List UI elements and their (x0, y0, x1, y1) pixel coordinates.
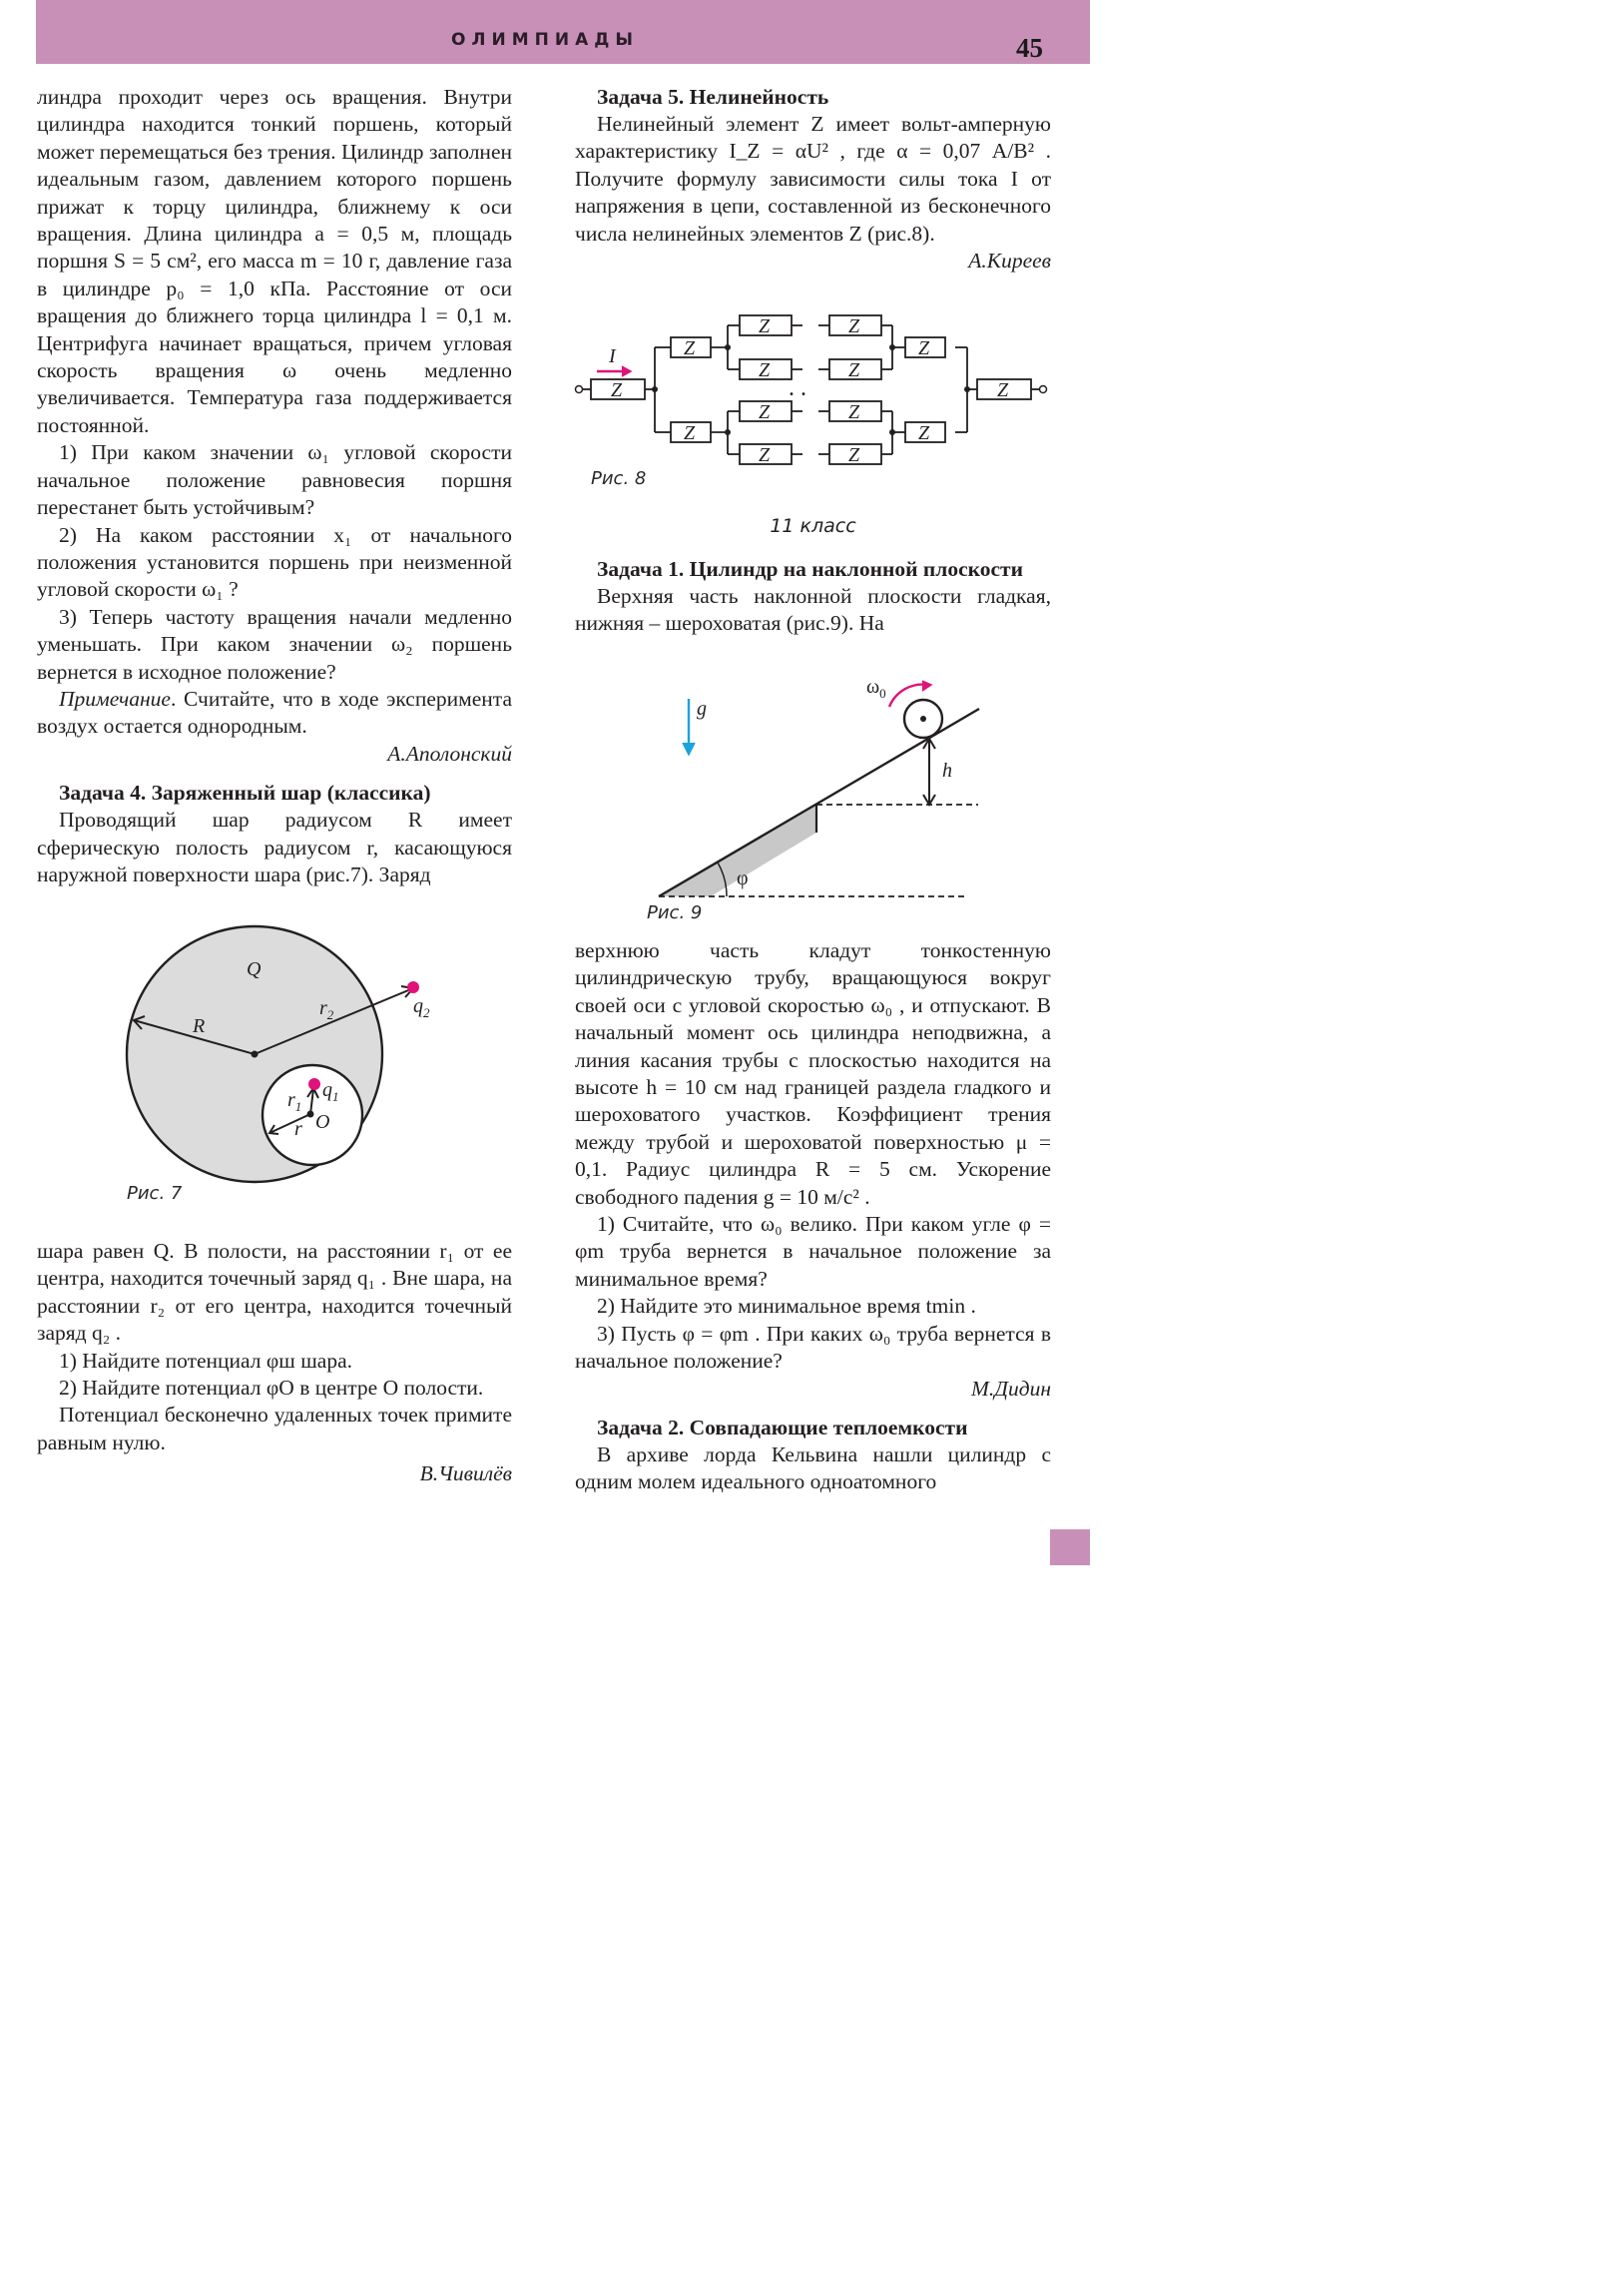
z-element-label: Z (684, 337, 696, 359)
label-Q: Q (247, 958, 262, 980)
z-element-label: Z (848, 315, 860, 337)
z-element-label: Z (611, 379, 623, 401)
task2-paragraph: В архиве лорда Кельвина нашли цилиндр с одним молем идеального одноатомного (575, 1441, 1051, 1494)
note-text: . Считайте, что в ходе эксперимента воздух остается однородным. (37, 686, 512, 739)
z-element-label: Z (848, 444, 860, 466)
task1-question-2: 2) Найдите это минимальное время tmin . (597, 1294, 976, 1319)
task4-question-2: 2) Найдите потенциал φO в центре O полости. (59, 1376, 484, 1401)
cylinder-axis (920, 716, 926, 722)
label-g: g (697, 698, 707, 720)
label-r1: $r_1$ (287, 1089, 302, 1114)
label-q2: $q_2$ (413, 995, 430, 1020)
figure-7 (100, 916, 519, 1216)
task5-title: Задача 5. Нелинейность (597, 85, 829, 109)
z-element-label: Z (848, 401, 860, 423)
corner-mark (1050, 1529, 1090, 1565)
z-element-label: Z (759, 359, 771, 381)
task2-title: Задача 2. Совпадающие теплоемкости (597, 1415, 968, 1439)
label-O: O (315, 1111, 330, 1133)
author-didin: М.Дидин (970, 1376, 1051, 1401)
note-label: Примечание (59, 686, 171, 711)
section-label-11-class: 11 класс (770, 515, 856, 537)
left-column-bottom (37, 1238, 512, 1488)
ellipsis-dots: . . (789, 375, 806, 401)
label-r: r (294, 1118, 302, 1140)
page-number: 45 (1016, 33, 1043, 63)
label-q1: $q_1$ (322, 1079, 339, 1104)
gravity-arrowhead (683, 743, 695, 755)
author-aponsky: А.Аполонский (387, 741, 512, 766)
left-question-2: 2) На каком расстоянии x₁ от начального положения установится поршень при неизменной угловой скорости ω₁ ? (37, 522, 512, 602)
task1-title: Задача 1. Цилиндр на наклонной плоскости (597, 557, 1023, 581)
rotation-arrowhead (922, 681, 931, 691)
left-question-1: 1) При каком значении ω₁ угловой скорости начальное положение равновесия поршня перестанет быть устойчивым? (37, 440, 512, 520)
z-element-label: Z (759, 401, 771, 423)
running-title: ОЛИМПИАДЫ (450, 30, 640, 50)
charge-q2 (407, 981, 419, 993)
figure-9 (639, 671, 998, 910)
left-question-3: 3) Теперь частоту вращения начали медленно уменьшать. При каком значении ω₂ поршень вернется в исходное положение? (37, 604, 512, 684)
right-column-bottom (575, 937, 1051, 1496)
label-omega: $\omega_0$ (866, 676, 886, 701)
z-element-label: Z (684, 422, 696, 444)
current-arrowhead (622, 366, 631, 376)
input-terminal (576, 386, 583, 393)
task1-question-1: 1) Считайте, что ω₀ велико. При каком угле φ = φm труба вернется в начальное положение за минимальное время? (575, 1212, 1051, 1291)
right-column-top (575, 84, 1051, 275)
task1-paragraph-2: верхнюю часть кладут тонкостенную цилиндрическую трубу, вращающуюся вокруг своей оси с угловой скоростью ω₀ , и отпускают. В начальный момент ось цилиндра неподвижна, а линия касания трубы с плоскостью находится на высоте h = 10 см над границей раздела гладкого и шероховатого участков. Коэффициент трения между трубой и шероховатой поверхностью μ = 0,1. Радиус цилиндра R = 5 см. Ускорение свободного падения g = 10 м/с² . (575, 938, 1051, 1209)
output-terminal (1040, 386, 1047, 393)
z-element-label: Z (848, 359, 860, 381)
task4-paragraph-3: Потенциал бесконечно удаленных точек примите равным нулю. (37, 1403, 512, 1454)
z-element-label: Z (918, 422, 930, 444)
z-element-label: Z (759, 315, 771, 337)
task4-paragraph-1: Проводящий шар радиусом R имеет сферическую полость радиусом r, касающуюся наружной поверхности шара (рис.7). Заряд (37, 808, 512, 886)
task1-paragraph-1: Верхняя часть наклонной плоскости гладкая, нижняя – шероховатая (рис.9). На (575, 584, 1051, 636)
left-column-top (37, 84, 512, 888)
label-r2: $r_2$ (319, 997, 334, 1022)
author-chivilev: В.Чивилёв (419, 1461, 512, 1486)
figure-9-caption: Рис. 9 (647, 902, 703, 923)
right-column-middle (575, 556, 1051, 638)
charge-q1 (308, 1078, 320, 1090)
z-element-label: Z (997, 379, 1009, 401)
task5-paragraph: Нелинейный элемент Z имеет вольт-амперную характеристику I_Z = αU² , где α = 0,07 А/В² . Получите формулу зависимости силы тока I от напряжения в цепи, составленной из бесконечного числа нелинейных элементов Z (рис.8). (575, 112, 1051, 246)
label-h: h (942, 760, 952, 782)
label-R: R (193, 1015, 206, 1037)
z-element-label: Z (918, 337, 930, 359)
task4-title: Задача 4. Заряженный шар (классика) (59, 781, 431, 806)
figure-8-caption: Рис. 8 (591, 468, 647, 489)
circuit-wires (581, 325, 1040, 454)
figure-8 (573, 307, 1052, 477)
left-paragraph-1: линдра проходит через ось вращения. Внутри цилиндра находится тонкий поршень, который может перемещаться без трения. Цилиндр заполнен идеальным газом, давлением которого поршень прижат к торцу цилиндра, ближнему к оси вращения. Длина цилиндра a = 0,5 м, площадь поршня S = 5 см², его масса m = 10 г, давление газа в цилиндре p₀ = 1,0 кПа. Расстояние от оси вращения до ближнего торца цилиндра l = 0,1 м. Центрифуга начинает вращаться, причем угловая скорость вращения ω очень медленно увеличивается. Температура газа поддерживается постоянной. (37, 85, 512, 437)
task1-question-3: 3) Пусть φ = φm . При каких ω₀ труба вернется в начальное положение? (575, 1321, 1051, 1374)
z-element-label: Z (759, 444, 771, 466)
label-phi: φ (737, 867, 749, 889)
task4-paragraph-2: шара равен Q. В полости, на расстоянии r₁ от ее центра, находится точечный заряд q₁ . Вне шара, на расстоянии r₂ от его центра, находится точечный заряд q₂ . (37, 1239, 512, 1346)
left-note (37, 686, 512, 741)
figure-7-caption: Рис. 7 (127, 1183, 183, 1204)
author-kireev: А.Киреев (968, 249, 1051, 274)
task4-question-1: 1) Найдите потенциал φш шара. (59, 1348, 352, 1373)
current-label: I (609, 345, 616, 367)
